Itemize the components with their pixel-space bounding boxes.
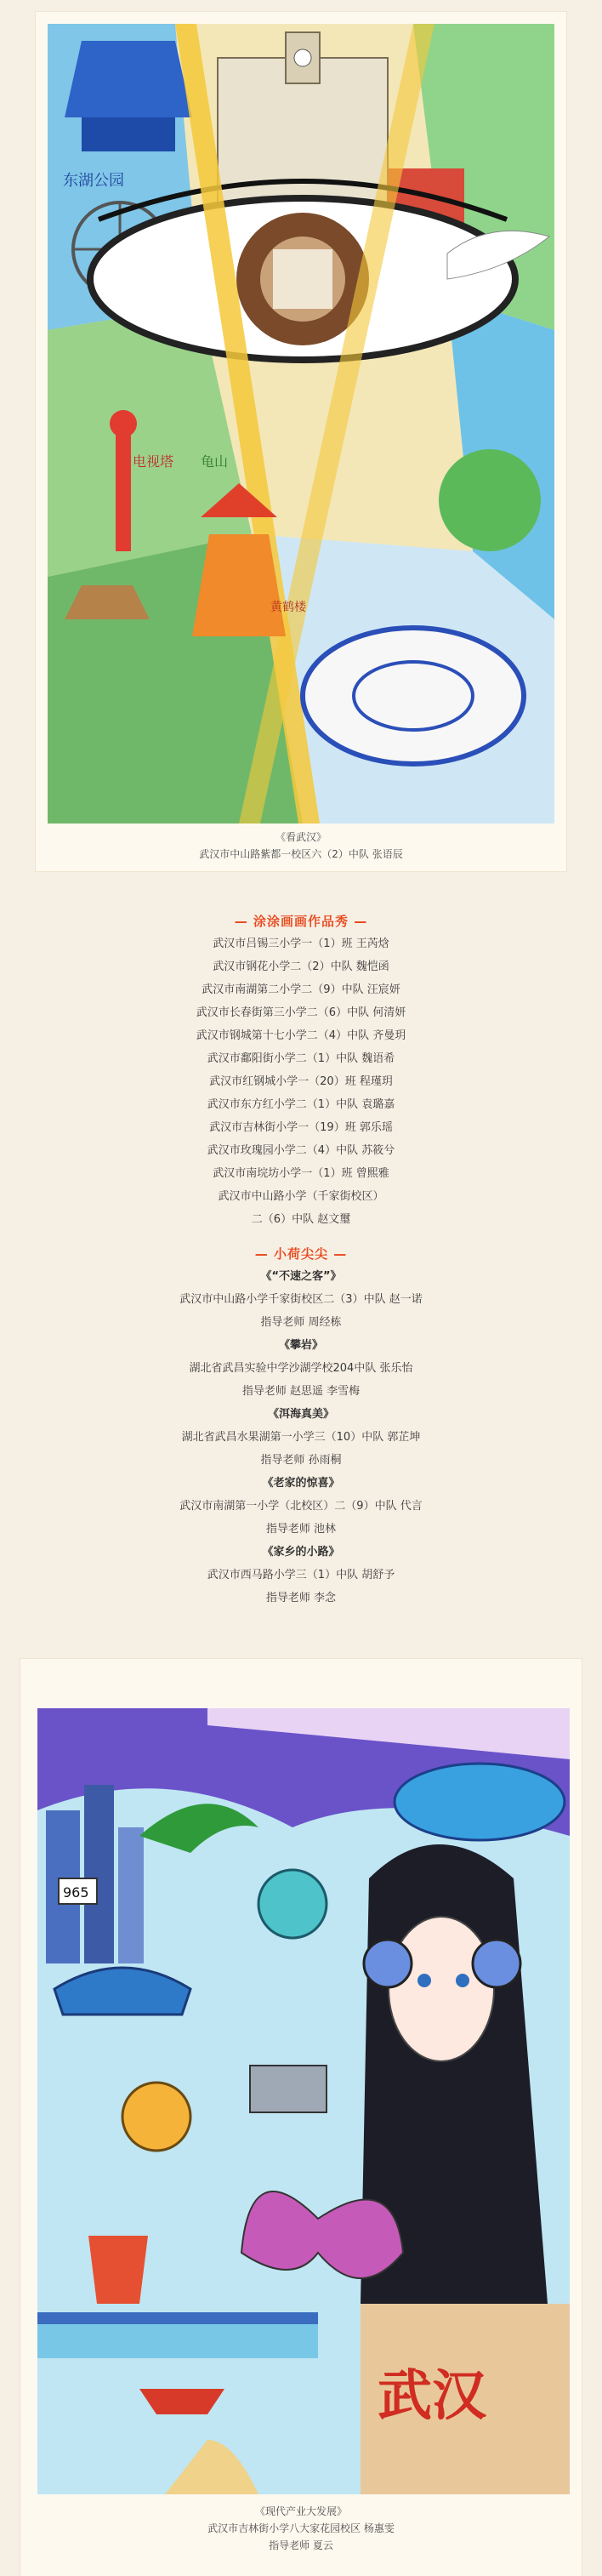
list-item: 武汉市玫瑰园小学二（4）中队 苏筱兮	[207, 1144, 395, 1157]
lotus-heading: — 小荷尖尖 —	[254, 1246, 348, 1262]
lotus-work	[0, 1334, 602, 1403]
artwork-caption-1	[36, 829, 566, 863]
list-item: 武汉市红钢城小学一（20）班 程瑾玥	[209, 1075, 393, 1088]
artwork-drawing-1	[48, 24, 554, 824]
work-title: 《洱海真美》	[267, 1408, 334, 1421]
winners-list	[0, 910, 602, 1610]
artwork-title-2: 《现代产业大发展》	[254, 2505, 347, 2517]
lotus-work	[0, 1472, 602, 1541]
work-teacher: 指导老师 周经栋	[260, 1316, 342, 1329]
artwork-author-2: 武汉市吉林街小学八大家花园校区 杨惠雯	[207, 2522, 395, 2534]
list-item: 武汉市东方红小学二（1）中队 袁璐嘉	[207, 1098, 395, 1111]
list-item: 武汉市吕锡三小学一（1）班 王芮焓	[213, 938, 389, 950]
list-item: 武汉市南垸坊小学一（1）班 曾熙雅	[213, 1167, 389, 1180]
list-item: 武汉市中山路小学（千家街校区）	[218, 1190, 384, 1203]
work-author: 湖北省武昌水果湖第一小学三（10）中队 郭芷坤	[181, 1431, 421, 1444]
artwork-card-1	[36, 12, 566, 871]
work-teacher: 指导老师 池林	[265, 1523, 337, 1536]
work-title: 《攀岩》	[278, 1339, 323, 1352]
list-item: 武汉市鄱阳街小学二（1）中队 魏语希	[207, 1052, 395, 1065]
list-item: 二（6）中队 赵文璽	[251, 1213, 351, 1226]
doodle-heading: — 涂涂画画作品秀 —	[234, 914, 368, 929]
work-teacher: 指导老师 李念	[265, 1592, 337, 1604]
work-teacher: 指导老师 孙雨桐	[260, 1454, 342, 1467]
artwork-drawing-2	[37, 1708, 570, 2494]
lotus-work	[0, 1403, 602, 1472]
crane-tower-label: 黄鹤楼	[270, 601, 306, 614]
list-item: 武汉市钢花小学二（2）中队 魏恺函	[213, 960, 389, 973]
lotus-work	[0, 1265, 602, 1334]
list-item: 武汉市南湖第二小学二（9）中队 汪宸妍	[202, 983, 400, 996]
park-label: 东湖公园	[63, 172, 124, 190]
artwork-author-1: 武汉市中山路紫都一校区六（2）中队 张语辰	[199, 848, 403, 860]
list-item: 武汉市吉林街小学一（19）班 郭乐瑶	[209, 1121, 393, 1134]
work-author: 武汉市中山路小学千家街校区二（3）中队 赵一诺	[179, 1293, 423, 1306]
mountain-label: 龟山	[201, 453, 229, 470]
artwork-image-1	[48, 24, 554, 824]
list-item: 武汉市长春街第三小学二（6）中队 何清妍	[196, 1006, 406, 1019]
work-author: 武汉市南湖第一小学（北校区）二（9）中队 代言	[179, 1500, 423, 1513]
work-teacher: 指导老师 赵思遥 李雪梅	[241, 1385, 361, 1398]
lotus-work	[0, 1541, 602, 1610]
work-author: 湖北省武昌实验中学沙湖学校204中队 张乐怡	[189, 1362, 413, 1375]
artwork-title-1: 《看武汉》	[275, 831, 327, 843]
sign-label: 965	[63, 1884, 89, 1901]
list-item: 武汉市钢城第十七小学二（4）中队 齐曼玥	[196, 1029, 406, 1042]
artwork-image-2	[37, 1708, 570, 2494]
work-title: 《老家的惊喜》	[262, 1477, 340, 1490]
artwork-card-2	[20, 1659, 582, 2576]
work-author: 武汉市西马路小学三（1）中队 胡舒予	[207, 1569, 395, 1582]
tv-tower-label: 电视塔	[133, 453, 174, 470]
artwork-caption-2	[20, 2503, 582, 2554]
doodle-entries	[0, 932, 602, 1231]
artwork-teacher-2: 指导老师 夏云	[269, 2539, 333, 2551]
work-title: 《家乡的小路》	[262, 1546, 340, 1559]
calligraphy-label: 武汉	[378, 2364, 486, 2428]
work-title: 《“不速之客”》	[260, 1270, 342, 1283]
